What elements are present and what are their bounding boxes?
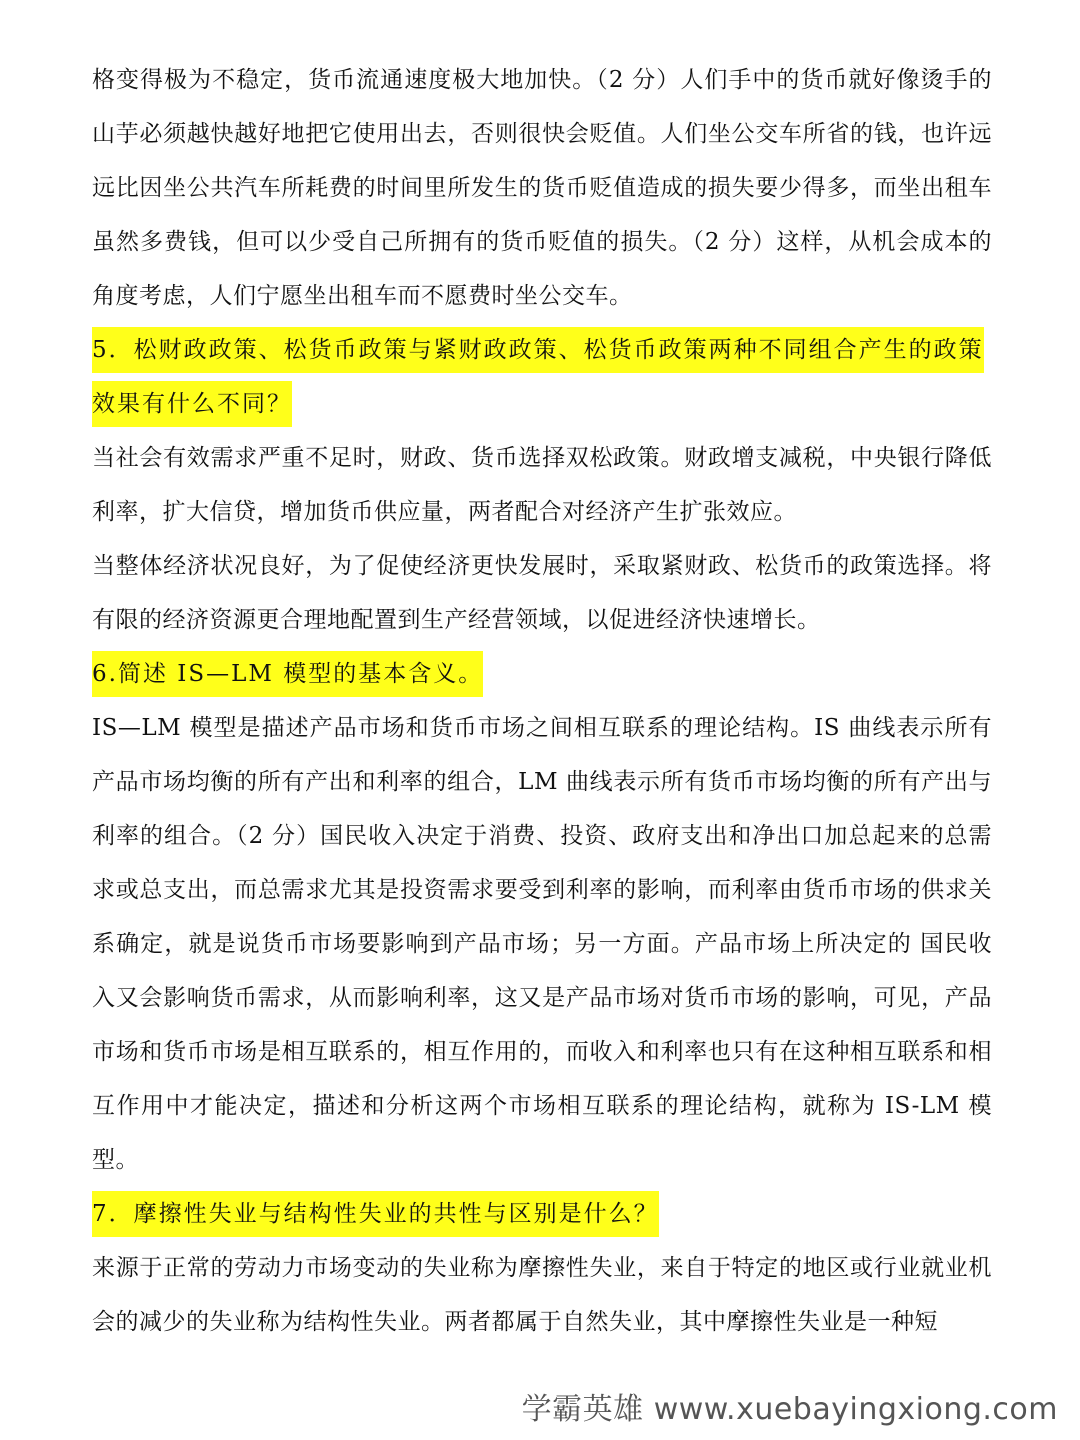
answer-6: IS—LM 模型是描述产品市场和货币市场之间相互联系的理论结构。IS 曲线表示所有产品市场均衡的所有产出和利率的组合，LM 曲线表示所有货币市场均衡的所有产出与利率的组合。（2 分）国民收入决定于消费、投资、政府支出和净出口加总起来的总需求或总支出，而总需求尤其是投资需求要受到利率的影响，而利率由货币市场的供求关系确定，就是说货币市场要影响到产品市场；另一方面。产品市场上所决定的 国民收入又会影响货币需求，从而影响利率，这又是产品市场对货币市场的影响，可见，产品市场和货币市场是相互联系的，相互作用的，而收入和利率也只有在这种相互联系和相互作用中才能决定，描述和分析这两个市场相互联系的理论结构，就称为 IS-LM 模型。 bbox=[92, 715, 992, 1173]
watermark: 学霸英雄 www.xuebayingxiong.com bbox=[521, 1392, 1058, 1427]
question-5-highlight: 5．松财政政策、松货币政策与紧财政政策、松货币政策两种不同组合产生的政策效果有什么不同？ bbox=[92, 327, 984, 427]
answer-7: 来源于正常的劳动力市场变动的失业称为摩擦性失业，来自于特定的地区或行业就业机会的减少的失业称为结构性失业。两者都属于自然失业，其中摩擦性失业是一种短 bbox=[92, 1255, 992, 1335]
answer-5-part-2: 当整体经济状况良好，为了促使经济更快发展时，采取紧财政、松货币的政策选择。将有限的经济资源更合理地配置到生产经营领域，以促进经济快速增长。 bbox=[92, 553, 992, 633]
question-7 bbox=[92, 1187, 992, 1241]
question-5 bbox=[92, 323, 987, 431]
document-body bbox=[92, 53, 992, 1349]
answer-5-part-1: 当社会有效需求严重不足时，财政、货币选择双松政策。财政增支减税，中央银行降低利率，扩大信贷，增加货币供应量，两者配合对经济产生扩张效应。 bbox=[92, 445, 992, 525]
question-6-highlight: 6.简述 IS—LM 模型的基本含义。 bbox=[92, 651, 483, 697]
question-7-highlight: 7．摩擦性失业与结构性失业的共性与区别是什么？ bbox=[92, 1191, 659, 1237]
paragraph-answer-4-continued: 格变得极为不稳定，货币流通速度极大地加快。（2 分）人们手中的货币就好像烫手的山芋必须越快越好地把它使用出去，否则很快会贬值。人们坐公交车所省的钱，也许远远比因坐公共汽车所耗费的时间里所发生的货币贬值造成的损失要少得多，而坐出租车虽然多费钱，但可以少受自己所拥有的货币贬值的损失。（2 分）这样，从机会成本的角度考虑，人们宁愿坐出租车而不愿费时坐公交车。 bbox=[92, 67, 992, 309]
question-6 bbox=[92, 647, 992, 701]
